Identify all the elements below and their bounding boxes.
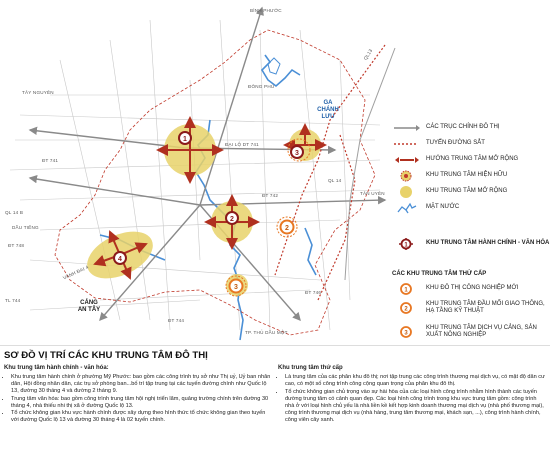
label-tl744: TL 744	[5, 298, 21, 303]
secondary-1-num: 1	[404, 287, 408, 294]
legend-secondary-item-1	[392, 283, 550, 295]
legend-label-existing: KHU TRUNG TÂM HIỆN HỮU	[426, 172, 508, 178]
legend-label-water: MẶT NƯỚC	[426, 204, 460, 210]
admin-center-2	[226, 212, 238, 224]
admin-center-4	[114, 252, 126, 264]
legend-secondary-label-2: KHU TRUNG TÂM ĐẦU MỐI GIAO THÔNG, HẠ TẦNG KỸ THUẬT	[426, 301, 545, 315]
secondary-center-2-num: 2	[285, 225, 289, 232]
legend-secondary-heading: CÁC KHU TRUNG TÂM THỨ CẤP	[392, 271, 487, 277]
admin-center-4-num: 4	[118, 256, 122, 263]
label-dt744: ĐT 744	[168, 318, 185, 323]
left-bullet-3: • Tổ chức không gian khu vực hành chính được xây dựng theo hình thức tổ chức không gian theo tuyến với đường Quốc lộ 13 và đường 30 tháng 4 là 02 tuyến chính.	[11, 410, 272, 424]
label-ql13: QL13	[362, 48, 374, 61]
secondary-2-num: 2	[404, 306, 408, 313]
label-tp-hcm: TP. THỦ DẦU MỘT	[245, 330, 288, 335]
legend-item-existing	[392, 170, 550, 182]
place-cang-an-tay-text: CẢNG AN TÂY	[77, 300, 101, 313]
label-binh-phuoc: BÌNH PHƯỚC	[250, 8, 282, 13]
legend-label-expansion: HƯỚNG TRUNG TÂM MỞ RỘNG	[426, 156, 519, 162]
label-dt742: ĐT 742	[262, 193, 279, 198]
admin-symbol	[392, 238, 422, 250]
legend-secondary-item-2	[392, 302, 550, 314]
legend-item-water	[392, 202, 550, 214]
left-heading: Khu trung tâm hành chính - văn hóa:	[4, 365, 109, 371]
right-heading: Khu trung tâm thứ cấp	[278, 365, 343, 371]
legend-label-railway: TUYẾN ĐƯỜNG SẮT	[426, 140, 485, 146]
secondary-3-symbol	[392, 326, 422, 338]
legend-item-expanded	[392, 186, 550, 198]
admin-center-1	[179, 132, 191, 144]
legend-secondary-label-1: KHU ĐÔ THỊ CÔNG NGHIỆP MỚI	[426, 285, 519, 291]
svg-text:1: 1	[404, 242, 408, 249]
left-bullet-2: • Trung tâm văn hóa: bao gồm công trình trung tâm hội nghị triển lãm, quảng trường chính trên đường 30 tháng 4, nhà thiếu nhi thị xã ở đường Quốc lộ 13.	[11, 396, 272, 410]
admin-center-1-num: 1	[183, 136, 187, 143]
admin-center-3	[291, 146, 303, 158]
label-ql14b: QL 14 B	[5, 210, 24, 215]
label-go-vap: ĐÔNG PHÚ	[248, 84, 275, 89]
page-title: SƠ ĐỒ VỊ TRÍ CÁC KHU TRUNG TÂM ĐÔ THỊ	[4, 350, 208, 361]
secondary-3-num: 3	[404, 330, 408, 337]
legend-label-expanded: KHU TRUNG TÂM MỞ RỘNG	[426, 188, 508, 194]
legend-item-admin	[392, 238, 550, 250]
label-dan-an-nam: DẦU TIẾNG	[12, 225, 39, 230]
label-tan-uyen: TÂN UYÊN	[360, 191, 385, 196]
label-tay-nguyen: TÂY NGUYÊN	[22, 90, 54, 95]
main-axis-symbol	[392, 122, 422, 134]
existing-symbol	[392, 170, 422, 182]
secondary-center-2	[277, 217, 297, 237]
label-dt748: ĐT 748	[8, 243, 25, 248]
left-bullets	[4, 374, 272, 424]
admin-center-description	[4, 365, 272, 425]
expansion-symbol	[392, 154, 422, 166]
label-vanh-dai4: VÀNH ĐAI 4	[62, 264, 90, 281]
left-bullet-1: • Khu trung tâm hành chính ở phường Mỹ Phước: bao gồm các công trình trụ sở như Thị uỷ, Uỷ ban nhân dân, Hội đồng nhân dân, các trụ sở phòng ban...bố trí tập trung tại các tuyến đường chính như Quốc lộ 13, đường 30 tháng 4 và đường 2 tháng 9.	[11, 374, 272, 395]
expanded-symbol	[392, 186, 422, 198]
legend-item-expansion	[392, 154, 550, 166]
legend-item-main-axis	[392, 122, 550, 134]
secondary-center-3-num: 3	[234, 284, 238, 291]
place-cang-an-tay	[72, 300, 106, 314]
right-bullet-1: • Là trung tâm của các phân khu đô thị; nơi tập trung các công trình thương mại dịch vụ, có mật độ dân cư cao, có một số công trình công cộng quan trọng của phân khu đô thị.	[285, 374, 546, 388]
legend-item-railway	[392, 138, 550, 150]
right-bullets	[278, 374, 546, 424]
legend-secondary-label-3: KHU TRUNG TÂM DỊCH VỤ CẢNG, SẢN XUẤT NÔNG NGHIỆP	[426, 325, 537, 339]
label-dt746: ĐT 746	[305, 290, 322, 295]
label-ql14: QL 14	[328, 178, 342, 183]
legend-secondary-item-3	[392, 326, 550, 338]
secondary-center-description	[278, 365, 546, 424]
railway-symbol	[392, 138, 422, 150]
secondary-2-symbol	[392, 302, 422, 314]
admin-center-3-num: 3	[295, 150, 299, 157]
place-ga-chanh-luu	[312, 100, 344, 121]
railway-lines	[275, 45, 385, 300]
admin-center-2-num: 2	[230, 216, 234, 223]
legend-label-admin: KHU TRUNG TÂM HÀNH CHÍNH - VĂN HÓA	[426, 240, 550, 246]
label-dn-ql13: ĐẠI LỘ DT 741	[225, 142, 259, 147]
label-dt741: ĐT 741	[42, 158, 59, 163]
secondary-1-symbol	[392, 283, 422, 295]
place-ga-chanh-luu-text: GA CHÁNH LƯU	[317, 100, 339, 120]
water-symbol	[392, 202, 422, 214]
urban-boundary	[55, 30, 375, 335]
divider	[0, 345, 550, 346]
legend-label-main-axis: CÁC TRỤC CHÍNH ĐÔ THỊ	[426, 124, 500, 130]
right-bullet-2: • Tổ chức không gian chủ trọng vào sự hài hòa của các loại hình công trình nhằm hình thành các tuyến đường trung tâm có cảnh quan đẹp. Các loại hình công trình trong khu vực trung tâm gồm: công trình nhà ở với loại hình chủ yếu là nhà liền kề kết hợp kinh doanh thương mại dịch vụ (nhà phố thương mại), công trình thương mại dịch vụ (nhà hàng, trung tâm thương mại, khách sạn, ...), công trình hành chính, công viên cây xanh.	[285, 389, 546, 424]
